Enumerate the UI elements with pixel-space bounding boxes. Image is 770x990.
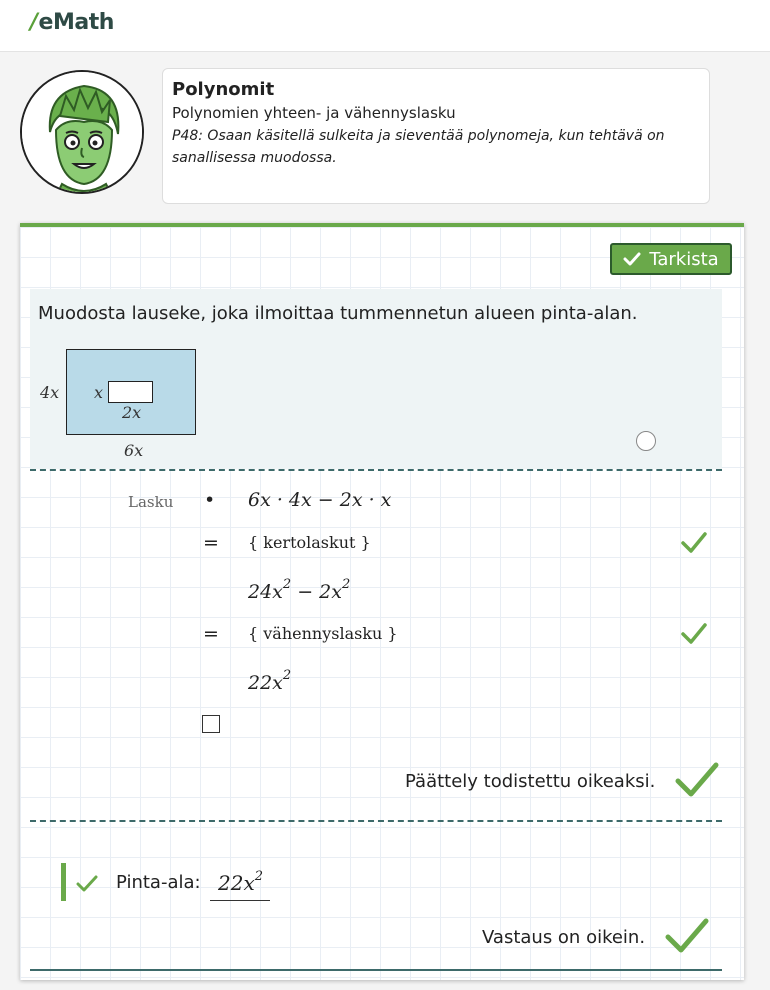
- logo-text: eMath: [38, 10, 114, 35]
- outer-width-label: 6x: [124, 441, 144, 460]
- question-prompt: Muodosta lauseke, joka ilmoittaa tummennetun alueen pinta-alan.: [38, 303, 638, 324]
- divider: [30, 820, 722, 822]
- status-radio[interactable]: [636, 431, 656, 451]
- step-1-operator: =: [203, 532, 219, 554]
- lesson-title: Polynomit: [172, 79, 275, 100]
- derivation-label: Lasku: [128, 493, 174, 511]
- answer-status: Vastaus on oikein.: [482, 927, 646, 948]
- learning-goal: P48: Osaan käsitellä sulkeita ja sieventää polynomeja, kun tehtävä on sanallisessa muodossa.: [172, 128, 665, 166]
- logo-slash: /: [30, 10, 38, 35]
- step-2-justification[interactable]: { vähennyslasku }: [248, 624, 398, 643]
- check-button[interactable]: [610, 243, 732, 275]
- proof-status: Päättely todistettu oikeaksi.: [405, 771, 656, 792]
- answer-label: Pinta-ala:: [116, 872, 201, 893]
- question-area: [30, 289, 722, 469]
- proof-check-icon: [674, 761, 720, 799]
- divider: [30, 469, 722, 471]
- answer-input[interactable]: [210, 863, 270, 901]
- step-2-check-icon: [680, 622, 708, 646]
- derivation-expression[interactable]: 6x · 4x − 2x · x: [248, 489, 392, 511]
- inner-width-label: 2x: [122, 403, 142, 422]
- answer-exponent: 2: [254, 869, 264, 884]
- lesson-info-card: [162, 68, 710, 204]
- step-1-justification[interactable]: { kertolaskut }: [248, 533, 371, 552]
- answer-check-icon: [76, 875, 98, 893]
- check-icon: [623, 252, 641, 266]
- step-bullet: •: [204, 489, 216, 511]
- check-button-label: Tarkista: [649, 248, 719, 270]
- lesson-subtitle: Polynomien yhteen- ja vähennyslasku: [172, 104, 456, 122]
- end-of-proof-square: [202, 715, 220, 733]
- exercise-panel: [20, 223, 744, 980]
- step-1-term-2: − 2x: [291, 581, 342, 603]
- answer-term: 22x: [218, 871, 255, 895]
- step-1-exponent: 2: [282, 577, 292, 592]
- step-2-operator: =: [203, 623, 219, 645]
- answer-correct-icon: [664, 917, 710, 955]
- inner-rectangle: [108, 381, 153, 403]
- step-1-result[interactable]: [248, 577, 350, 603]
- step-2-result[interactable]: [248, 668, 291, 694]
- step-2-term: 22x: [248, 672, 283, 694]
- step-1-check-icon: [680, 531, 708, 555]
- step-2-exponent: 2: [282, 668, 292, 683]
- inner-height-label: x: [94, 383, 104, 402]
- emath-logo[interactable]: [30, 10, 114, 35]
- character-illustration: [22, 72, 144, 194]
- step-1-term: 24x: [248, 581, 283, 603]
- bottom-divider: [30, 969, 722, 971]
- top-bar: [0, 0, 770, 52]
- outer-height-label: 4x: [40, 383, 60, 402]
- avatar: [20, 70, 144, 194]
- answer-status-bar: [61, 863, 66, 901]
- step-1-exponent-2: 2: [342, 577, 351, 592]
